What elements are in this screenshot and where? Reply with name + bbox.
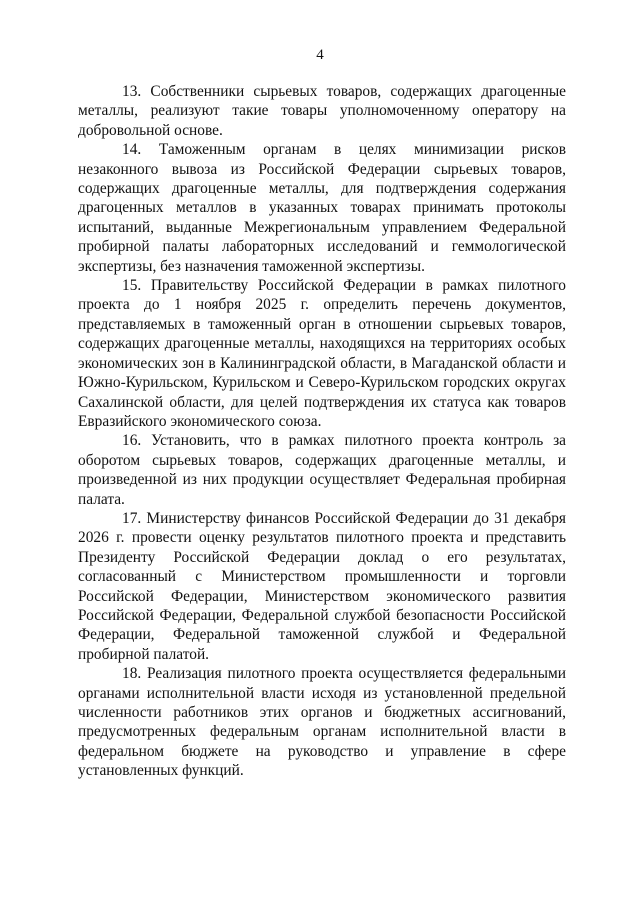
- document-body: [78, 82, 566, 781]
- page-number: 4: [316, 47, 324, 63]
- paragraph-16: 16. Установить, что в рамках пилотного проекта контроль за оборотом сырьевых товаров, содержащих драгоценные металлы, и произведенной из них продукции осуществляет Федеральная пробирная палата.: [78, 432, 566, 508]
- paragraph-14: 14. Таможенным органам в целях минимизации рисков незаконного вывоза из Российской Федерации сырьевых товаров, содержащих драгоценные металлы, для подтверждения содержания драгоценных металлов в указанных товарах принимать протоколы испытаний, выданные Межрегиональным управлением Федеральной пробирной палаты лабораторных исследований и геммологической экспертизы, без назначения таможенной экспертизы.: [78, 141, 566, 275]
- paragraph-13: 13. Собственники сырьевых товаров, содержащих драгоценные металлы, реализуют такие товары уполномоченному оператору на добровольной основе.: [78, 83, 566, 139]
- paragraph-17: 17. Министерству финансов Российской Федерации до 31 декабря 2026 г. провести оценку результатов пилотного проекта и представить Президенту Российской Федерации доклад о его результатах, согласованный с Министерством промышленности и торговли Российской Федерации, Министерством экономического развития Российской Федерации, Федеральной службой безопасности Российской Федерации, Федеральной таможенной службой и Федеральной пробирной палатой.: [78, 509, 566, 663]
- paragraph-15: 15. Правительству Российской Федерации в рамках пилотного проекта до 1 ноября 2025 г. определить перечень документов, представляемых в таможенный орган в отношении сырьевых товаров, содержащих драгоценные металлы, находящихся на территориях особых экономических зон в Калининградской области, в Магаданской области и Южно-Курильском, Курильском и Северо-Курильском городских округах Сахалинской области, для целей подтверждения их статуса как товаров Евразийского экономического союза.: [78, 277, 566, 430]
- paragraph-18: 18. Реализация пилотного проекта осуществляется федеральными органами исполнительной власти исходя из установленной предельной численности работников этих органов и бюджетных ассигнований, предусмотренных федеральным органам исполнительной власти в федеральном бюджете на руководство и управление в сфере установленных функций.: [78, 665, 566, 780]
